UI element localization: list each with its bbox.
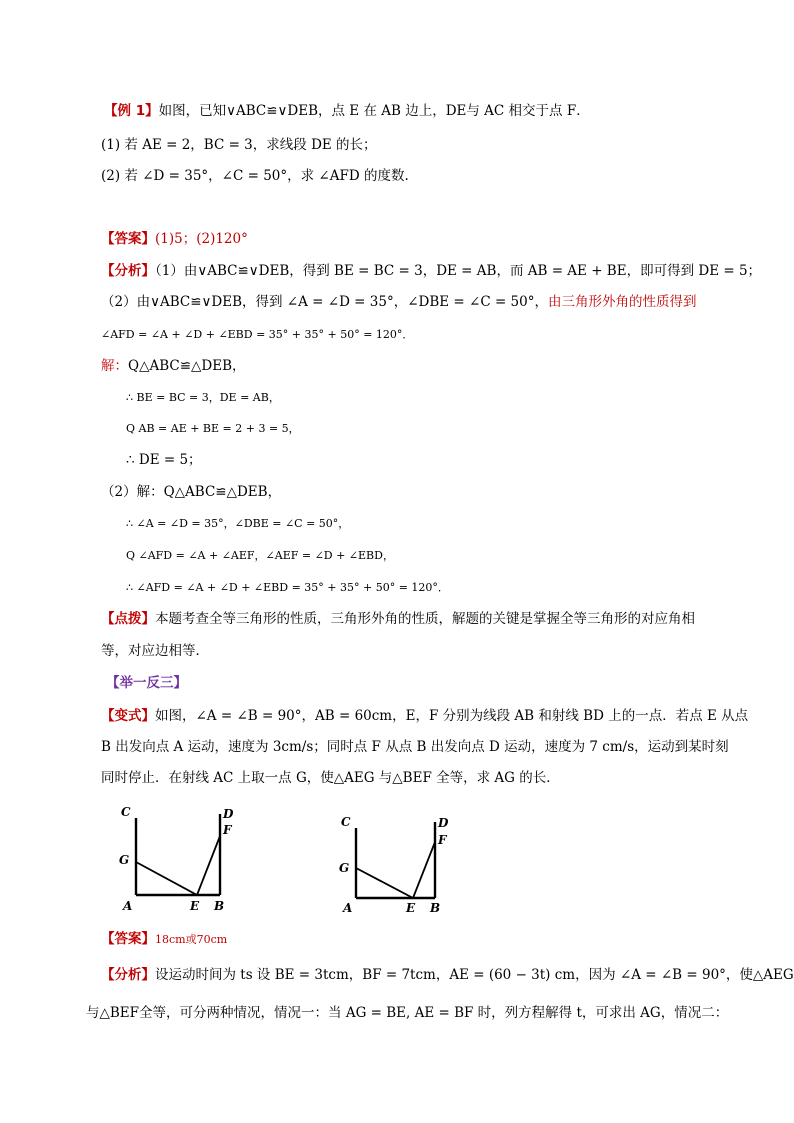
variant-line-3: 同时停止．在射线 AC 上取一点 G，使△AEG 与△BEF 全等，求 AG 的长．: [101, 770, 560, 786]
answer2-line: [101, 929, 227, 950]
label-b: B: [430, 901, 441, 915]
label-g: G: [119, 853, 130, 867]
solution-step-1: Q△ABC≌△DEB，: [128, 358, 246, 374]
analysis2-line-2: 与△BEF全等，可分两种情况，情况一：当 AG = BE, AE = BF 时，列方程解得 t，可求出 AG，情况二：: [86, 1005, 729, 1021]
analysis-line-2: [101, 292, 696, 312]
answer-text: (1)5；(2)120°: [155, 231, 248, 247]
analysis-line-1: [101, 261, 761, 281]
analysis-tag: 【分析】: [101, 263, 155, 279]
label-a: A: [123, 899, 133, 913]
label-e: E: [190, 899, 200, 913]
solution-step-2: ∴ BE = BC = 3，DE = AB，: [126, 391, 280, 404]
variant-text-1: 如图，∠A = ∠B = 90°，AB = 60cm，E，F 分别为线段 AB 和射线 BD 上的一点．若点 E 从点: [155, 708, 749, 724]
solution-part-2: （2）解：Q△ABC≌△DEB，: [101, 484, 282, 500]
label-c: C: [341, 815, 351, 829]
label-a: A: [343, 901, 353, 915]
solution-step-4: ∴ DE = 5；: [126, 452, 202, 468]
label-b: B: [214, 899, 225, 913]
label-f: F: [438, 833, 447, 847]
question-2: (2) 若 ∠D = 35°，∠C = 50°，求 ∠AFD 的度数.: [101, 168, 409, 184]
analysis-text-2: （2）由∨ABC≌∨DEB，得到 ∠A = ∠D = 35°，∠DBE = ∠C = 50°，: [101, 294, 548, 310]
solution-step-5: ∴ ∠A = ∠D = 35°，∠DBE = ∠C = 50°，: [126, 517, 350, 530]
answer2-tag: 【答案】: [101, 931, 155, 947]
variant-tag: 【变式】: [101, 708, 155, 724]
analysis-text-1: （1）由∨ABC≌∨DEB，得到 BE = BC = 3，DE = AB，而 AB = AE + BE，即可得到 DE = 5；: [155, 263, 762, 279]
example-line: [104, 101, 590, 121]
extension-tag: 【举一反三】: [106, 675, 187, 691]
solution-step-6: Q ∠AFD = ∠A + ∠AEF，∠AEF = ∠D + ∠EBD，: [126, 549, 394, 562]
label-f: F: [223, 823, 232, 837]
analysis2-text-1: 设运动时间为 ts 设 BE = 3tcm，BF = 7tcm，AE = (60 − 3t) cm，因为 ∠A = ∠B = 90°，使△AEG: [155, 967, 794, 983]
segment-ef: [197, 836, 220, 895]
label-c: C: [121, 805, 131, 819]
tip-tag: 【点拨】: [101, 611, 155, 627]
variant-line-2: B 出发向点 A 运动，速度为 3cm/s；同时点 F 从点 B 出发向点 D 运动，速度为 7 cm/s，运动到某时刻: [101, 739, 729, 755]
extension-heading: [106, 673, 187, 693]
analysis-text-2-red: 由三角形外角的性质得到: [547, 294, 697, 310]
variant-line-1: [101, 706, 748, 726]
solution-line-1: [101, 356, 246, 376]
solution-step-3: Q AB = AE + BE = 2 + 3 = 5，: [126, 422, 300, 435]
answer2-text: 18cm或70cm: [155, 933, 228, 946]
analysis2-line-1: [101, 965, 794, 985]
segment-ef: [413, 842, 435, 898]
solution-lead: 解：: [101, 358, 128, 374]
solution-step-7: ∴ ∠AFD = ∠A + ∠D + ∠EBD = 35° + 35° + 50° = 120°．: [126, 581, 449, 594]
tip-line-1: [101, 609, 695, 629]
label-d: D: [438, 816, 449, 830]
label-d: D: [223, 807, 234, 821]
example-tag: 【例 1】: [104, 103, 159, 119]
analysis2-tag: 【分析】: [101, 967, 155, 983]
segment-ge: [356, 868, 413, 898]
answer-line: [101, 229, 248, 249]
figure-left: [115, 800, 240, 915]
segment-ge: [136, 862, 197, 895]
figure-right: [335, 808, 460, 918]
tip-line-2: 等，对应边相等．: [101, 643, 209, 659]
question-1: (1) 若 AE = 2，BC = 3，求线段 DE 的长；: [101, 137, 377, 153]
analysis-line-3: ∠AFD = ∠A + ∠D + ∠EBD = 35° + 35° + 50° = 120°．: [101, 328, 414, 341]
tip-text-1: 本题考查全等三角形的性质，三角形外角的性质，解题的关键是掌握全等三角形的对应角相: [155, 611, 695, 627]
label-g: G: [339, 861, 350, 875]
example-stem: 如图，已知∨ABC≌∨DEB，点 E 在 AB 边上，DE与 AC 相交于点 F．: [158, 103, 590, 119]
label-e: E: [406, 901, 416, 915]
answer-tag: 【答案】: [101, 231, 155, 247]
